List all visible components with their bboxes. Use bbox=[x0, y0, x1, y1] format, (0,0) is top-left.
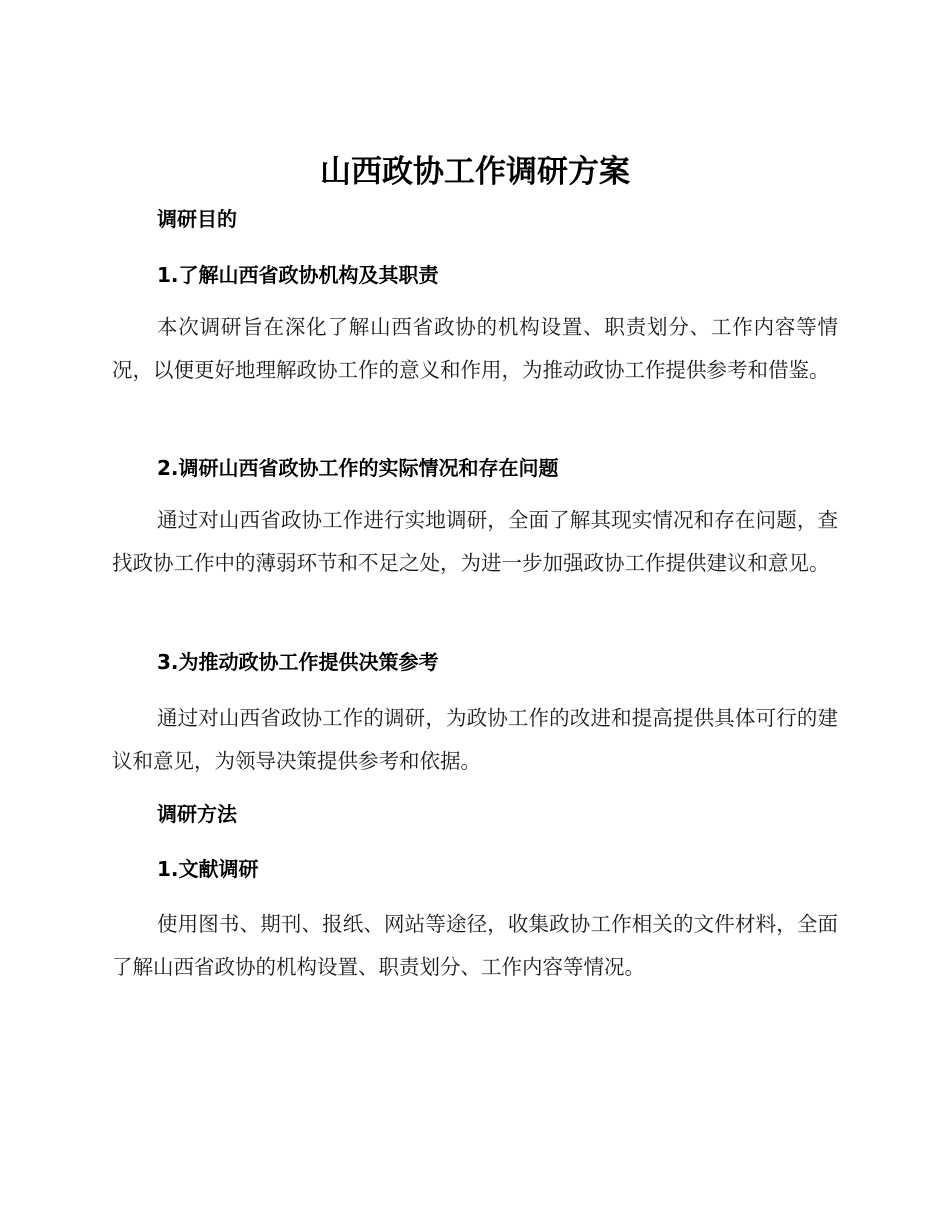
paragraph-purpose-2: 通过对山西省政协工作进行实地调研，全面了解其现实情况和存在问题，查找政协工作中的薄弱环节和不足之处，为进一步加强政协工作提供建议和意见。 bbox=[112, 508, 838, 575]
paragraph-purpose-1: 本次调研旨在深化了解山西省政协的机构设置、职责划分、工作内容等情况，以便更好地理解政协工作的意义和作用，为推动政协工作提供参考和借鉴。 bbox=[112, 315, 838, 382]
section-heading-purpose: 调研目的 bbox=[157, 207, 237, 231]
paragraph-method-1: 使用图书、期刊、报纸、网站等途径，收集政协工作相关的文件材料，全面了解山西省政协的机构设置、职责划分、工作内容等情况。 bbox=[112, 912, 838, 979]
subheading-purpose-1: 1.了解山西省政协机构及其职责 bbox=[157, 263, 439, 287]
subheading-purpose-3: 3.为推动政协工作提供决策参考 bbox=[157, 650, 439, 674]
document-title: 山西政协工作调研方案 bbox=[320, 154, 630, 190]
section-heading-method: 调研方法 bbox=[157, 802, 237, 826]
paragraph-purpose-3: 通过对山西省政协工作的调研，为政协工作的改进和提高提供具体可行的建议和意见，为领导决策提供参考和依据。 bbox=[112, 706, 838, 773]
subheading-purpose-2: 2.调研山西省政协工作的实际情况和存在问题 bbox=[157, 456, 559, 480]
subheading-method-1: 1.文献调研 bbox=[157, 857, 259, 881]
